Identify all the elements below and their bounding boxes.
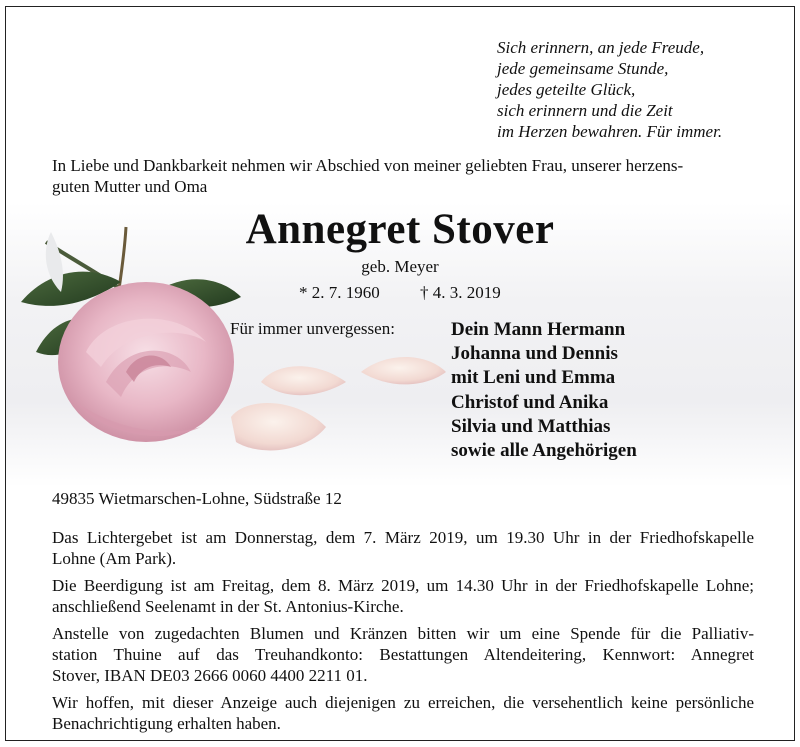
unforgotten-label: Für immer unvergessen:: [230, 319, 395, 338]
poem-line: jedes geteilte Glück,: [497, 80, 636, 99]
poem: [497, 37, 722, 142]
mourner: mit Leni und Emma: [451, 367, 616, 389]
service-details: [52, 527, 754, 740]
life-dates: [299, 283, 501, 303]
paragraph-line: anschließend Seelenamt in der St. Antonius-Kirche.: [52, 597, 404, 616]
mourner: Christof und Anika: [451, 391, 609, 413]
paragraph-line: Wir hoffen, mit dieser Anzeige auch diejenigen zu erreichen, die versehentlich keine persönliche: [52, 693, 754, 712]
poem-line: im Herzen bewahren. Für immer.: [497, 122, 723, 141]
paragraph-line: Benachrichtigung erhalten haben.: [52, 714, 281, 733]
intro-line: In Liebe und Dankbarkeit nehmen wir Abschied von meiner geliebten Frau, unserer herzens-: [52, 156, 684, 175]
paragraph-line: Anstelle von zugedachten Blumen und Kränzen bitten wir um eine Spende für die Palliativ-: [52, 624, 754, 643]
maiden-name: geb. Meyer: [361, 257, 439, 276]
paragraph-line: Lohne (Am Park).: [52, 549, 177, 568]
deceased-name: Annegret Stover: [245, 206, 555, 253]
mourner: Dein Mann Hermann: [451, 319, 626, 340]
paragraph-line: Stover, IBAN DE03 2666 0060 4400 2211 01.: [52, 666, 368, 685]
obituary-notice: [5, 6, 795, 741]
paragraph-line: Das Lichtergebet ist am Donnerstag, dem 7. März 2019, um 19.30 Uhr in der Friedhofskapelle: [52, 528, 754, 547]
paragraph-notice: [52, 692, 754, 734]
paragraph-line: Die Beerdigung ist am Freitag, dem 8. März 2019, um 14.30 Uhr in der Friedhofskapelle Lohne;: [52, 576, 754, 595]
mourner: sowie alle Angehörigen: [451, 440, 637, 462]
paragraph-donation: [52, 623, 754, 686]
petal: [231, 403, 326, 450]
paragraph-prayer: [52, 527, 754, 569]
poem-line: Sich erinnern, an jede Freude,: [497, 38, 705, 57]
address: 49835 Wietmarschen-Lohne, Südstraße 12: [52, 489, 342, 508]
poem-line: jede gemeinsame Stunde,: [497, 59, 669, 78]
mourners-list: [451, 318, 637, 463]
poem-line: sich erinnern und die Zeit: [497, 101, 673, 120]
petal: [261, 366, 346, 395]
paragraph-line: station Thuine auf das Treuhandkonto: Bestattungen Altendeitering, Kennwort: Annegret: [52, 645, 754, 664]
intro-line: guten Mutter und Oma: [52, 177, 208, 196]
paragraph-funeral: [52, 575, 754, 617]
intro-text: [52, 155, 760, 197]
mourner: Johanna und Dennis: [451, 343, 618, 365]
petal: [361, 357, 446, 384]
mourner: Silvia und Matthias: [451, 415, 611, 437]
death-date: † 4. 3. 2019: [420, 283, 501, 302]
birth-date: * 2. 7. 1960: [299, 283, 380, 302]
